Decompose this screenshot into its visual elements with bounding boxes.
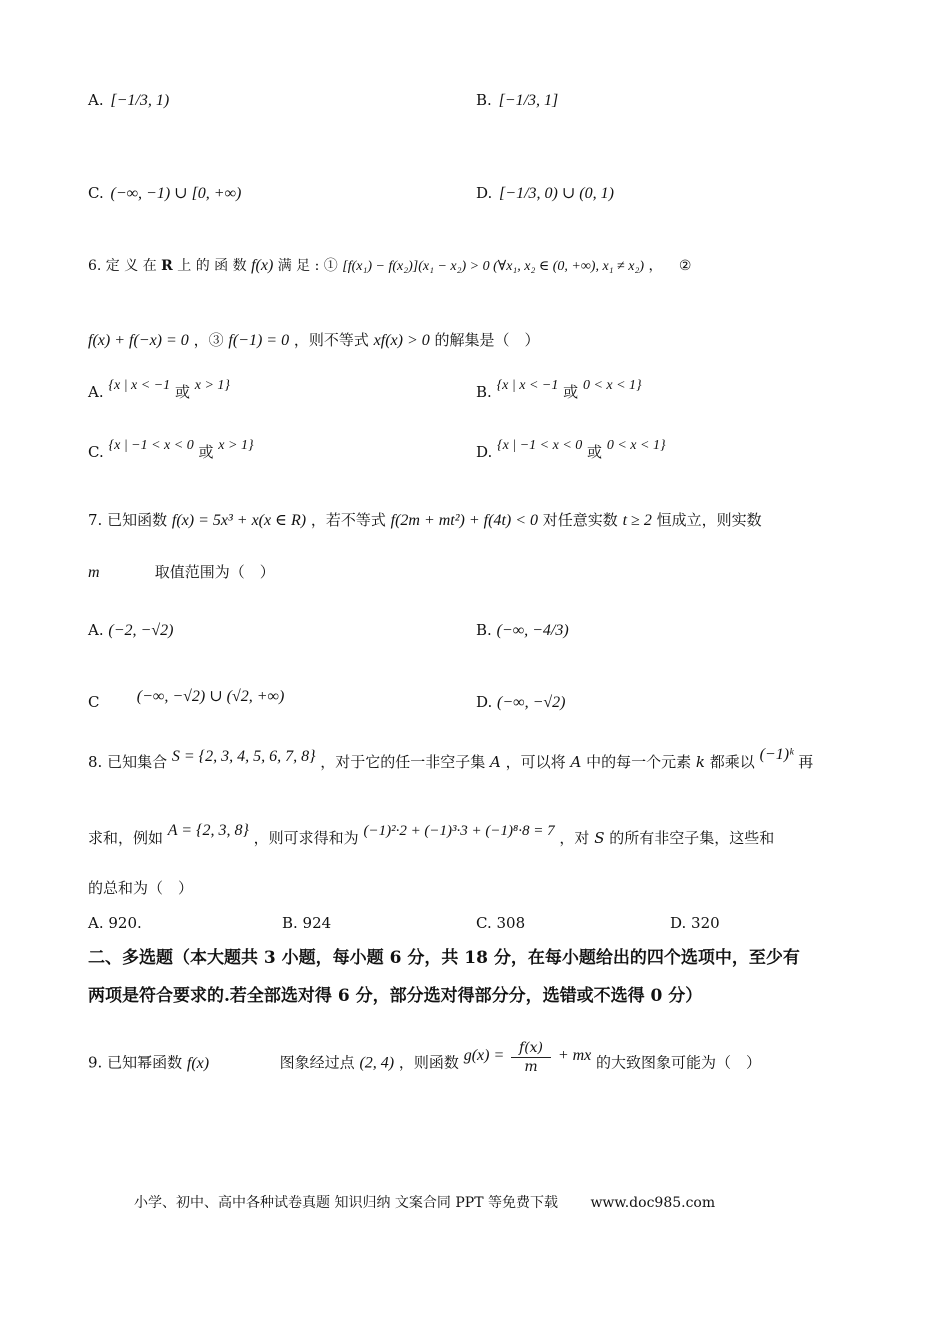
q7-stem-line1: 7. 已知函数 f(x) = 5x³ + x(x ∈ R) ，若不等式 f(2m + mt²) + f(4t) < 0 对任意实数 t ≥ 2 恒成立，则实数	[88, 511, 762, 529]
q5-option-d-math: [−1/3, 0) ∪ (0, 1)	[499, 185, 614, 202]
q8-example-calc: (−1)²·2 + (−1)³·3 + (−1)⁸·8 = 7	[363, 823, 555, 839]
q5-option-b: B. [−1/3, 1]	[476, 91, 559, 109]
q9-stem: 9. 已知幂函数 f(x) 图象经过点 (2, 4) ，则函数 g(x) = $\frac{f(x)}{m}$ + mx 的大致图象可能为（ ）	[88, 1040, 762, 1075]
footer-text: 小学、初中、高中各种试卷真题 知识归纳 文案合同 PPT 等免费下载	[134, 1195, 558, 1211]
q7-option-c: C (−∞, −√2) ∪ (√2, +∞)	[88, 688, 285, 711]
q6-option-d: D. {x | −1 < x < 0 或 0 < x < 1}	[476, 438, 666, 461]
q6-option-b: B. {x | x < −1 或 0 < x < 1}	[476, 378, 642, 401]
q6-option-c: C. {x | −1 < x < 0 或 x > 1}	[88, 438, 254, 461]
q6-condition-2: f(x) + f(−x) = 0	[88, 332, 189, 349]
footer-url[interactable]: www.doc985.com	[590, 1195, 716, 1211]
page-footer	[134, 1192, 715, 1212]
q6-option-a: A. {x | x < −1 或 x > 1}	[88, 378, 231, 401]
q6-condition-1: [f(x₁) − f(x₂)](x₁ − x₂) > 0 (∀x₁, x₂ ∈ (0, +∞), x₁ ≠ x₂)	[342, 259, 644, 274]
q5-option-c-math: (−∞, −1) ∪ [0, +∞)	[110, 185, 242, 202]
q5-option-d: D. [−1/3, 0) ∪ (0, 1)	[476, 184, 614, 202]
section-2-heading-line1: 二、多选题（本大题共 3 小题，每小题 6 分，共 18 分，在每小题给出的四个选项中，至少有	[88, 948, 800, 968]
q6-stem-line2: f(x) + f(−x) = 0 ，③ f(−1) = 0 ，则不等式 xf(x) > 0 的解集是（ ）	[88, 331, 540, 349]
q6-condition-3: f(−1) = 0	[228, 332, 290, 349]
q8-set-s: S = {2, 3, 4, 5, 6, 7, 8}	[171, 748, 316, 765]
q8-option-c: C. 308	[476, 914, 526, 932]
q8-option-a: A. 920.	[88, 914, 142, 932]
q5-option-a-math: [−1/3, 1)	[110, 92, 170, 109]
q5-option-a: A. [−1/3, 1)	[88, 91, 170, 109]
q8-stem-line3: 的总和为（ ）	[88, 879, 194, 897]
q7-inequality: f(2m + mt²) + f(4t) < 0	[390, 512, 539, 529]
q8-option-d: D. 320	[670, 914, 720, 932]
q6-stem-line1: 6. 定 义 在 R 上 的 函 数 f(x) 满 足 : ① [f(x₁) − f(x₂)](x₁ − x₂) > 0 (∀x₁, x₂ ∈ (0, +∞), x₁ ≠ x₂) ， ②	[88, 257, 692, 274]
q9-fraction: $\frac{f(x)}{m}$	[511, 1040, 551, 1075]
q6-inequality: xf(x) > 0	[373, 332, 430, 349]
q7-function: f(x) = 5x³ + x(x ∈ R)	[171, 512, 307, 529]
q8-stem-line2: 求和，例如 A = {2, 3, 8} ，则可求得和为 (−1)²·2 + (−1)³·3 + (−1)⁸·8 = 7 ，对 S 的所有非空子集，这些和	[88, 822, 775, 847]
q5-option-b-math: [−1/3, 1]	[498, 92, 559, 109]
q5-option-c: C. (−∞, −1) ∪ [0, +∞)	[88, 184, 242, 202]
q8-option-b: B. 924	[282, 914, 332, 932]
q7-option-d: D. (−∞, −√2)	[476, 693, 566, 711]
q8-stem-line1: 8. 已知集合 S = {2, 3, 4, 5, 6, 7, 8} ，对于它的任一非空子集 A ，可以将 A 中的每一个元素 k 都乘以 (−1)ᵏ 再	[88, 746, 814, 771]
section-2-heading-line2: 两项是符合要求的.若全部选对得 6 分，部分选对得部分分，选错或不选得 0 分）	[88, 986, 703, 1006]
q7-stem-line2: m 取值范围为（ ）	[88, 563, 275, 581]
q7-option-b: B. (−∞, −4/3)	[476, 621, 569, 639]
q7-option-a: A. (−2, −√2)	[88, 621, 174, 639]
